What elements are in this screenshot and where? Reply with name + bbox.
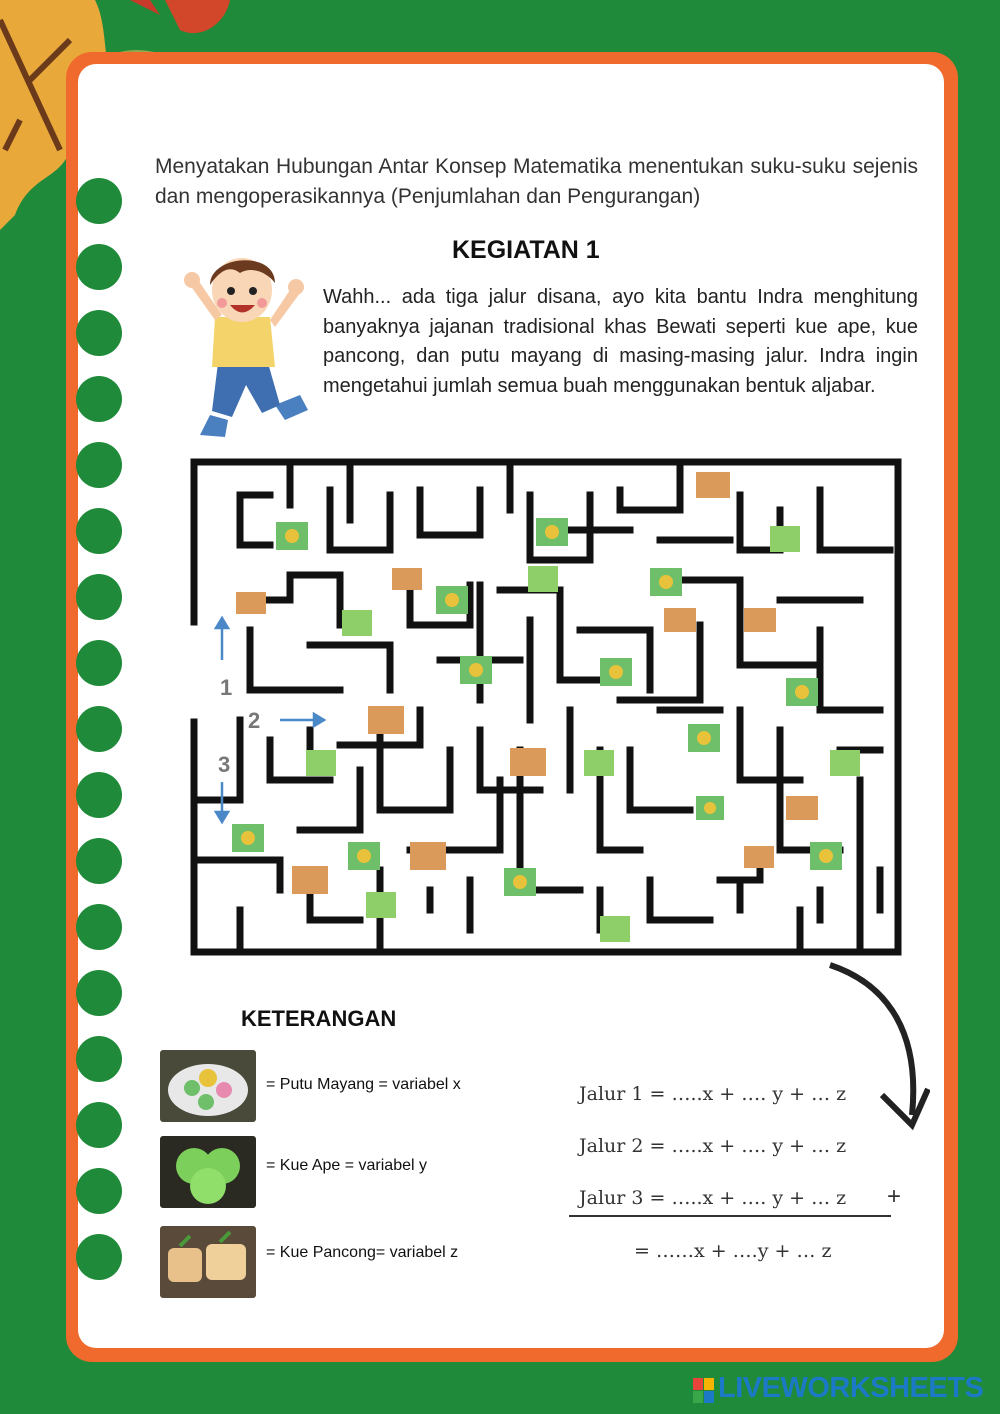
putu-mayang-icon <box>786 678 818 706</box>
binding-hole <box>76 574 122 620</box>
right-arrow-icon <box>314 714 324 726</box>
kue-ape-icon <box>770 526 800 552</box>
kue-pancong-icon <box>236 592 266 614</box>
leaf-icon <box>130 0 230 33</box>
putu-mayang-icon <box>276 522 308 550</box>
binding-hole <box>76 442 122 488</box>
binding-hole <box>76 970 122 1016</box>
legend-putu-mayang: = Putu Mayang = variabel x <box>266 1076 461 1093</box>
legend-kue-ape: = Kue Ape = variabel y <box>266 1157 427 1174</box>
binding-hole <box>76 706 122 752</box>
equation-jalur-1: Jalur 1 = …..x + …. y + … z <box>579 1083 847 1105</box>
kue-pancong-icon <box>410 842 446 870</box>
binding-hole <box>76 1102 122 1148</box>
up-arrow-icon <box>216 618 228 628</box>
kue-ape-icon <box>600 916 630 942</box>
kue-ape-icon <box>342 610 372 636</box>
kue-ape-icon <box>306 750 336 776</box>
liveworksheets-logo-icon <box>693 1378 715 1404</box>
plus-sign: + <box>887 1183 902 1210</box>
binding-holes <box>76 178 126 1300</box>
kue-ape-icon <box>366 892 396 918</box>
binding-hole <box>76 640 122 686</box>
kue-pancong-icon <box>664 608 696 632</box>
binding-hole <box>76 178 122 224</box>
binding-hole <box>76 772 122 818</box>
kue-ape-icon <box>830 750 860 776</box>
binding-hole <box>76 310 122 356</box>
equation-total: = ……x + ….y + … z <box>634 1240 832 1262</box>
putu-mayang-icon <box>460 656 492 684</box>
kue-pancong-icon <box>160 1226 256 1298</box>
kue-pancong-icon <box>786 796 818 820</box>
boy-illustration <box>180 245 315 445</box>
maze-snacks <box>232 472 860 942</box>
activity-instructions: Wahh... ada tiga jalur disana, ayo kita bantu Indra menghitung banyaknya jajanan tradisional khas Bewati seperti kue ape, kue pancong, dan putu mayang di masing-masing jalur. Indra ingin mengetahui jumlah semua buah menggunakan bentuk aljabar. <box>323 286 918 397</box>
kue-pancong-icon <box>292 866 328 894</box>
maze <box>180 450 910 970</box>
binding-hole <box>76 1168 122 1214</box>
putu-mayang-icon <box>160 1050 256 1122</box>
binding-hole <box>76 1234 122 1280</box>
path-3-label: 3 <box>218 752 231 777</box>
binding-hole <box>76 244 122 290</box>
path-1-label: 1 <box>220 675 233 700</box>
putu-mayang-icon <box>600 658 632 686</box>
down-arrow-icon <box>216 812 228 822</box>
curved-arrow-icon <box>820 955 930 1135</box>
kue-pancong-icon <box>744 846 774 868</box>
putu-mayang-icon <box>810 842 842 870</box>
kue-pancong-icon <box>368 706 404 734</box>
activity-title: KEGIATAN 1 <box>452 236 600 264</box>
binding-hole <box>76 1036 122 1082</box>
sum-line <box>569 1215 891 1217</box>
putu-mayang-icon <box>232 824 264 852</box>
putu-mayang-icon <box>536 518 568 546</box>
putu-mayang-icon <box>650 568 682 596</box>
kue-pancong-icon <box>510 748 546 776</box>
kue-pancong-icon <box>696 472 730 498</box>
putu-mayang-icon <box>436 586 468 614</box>
putu-mayang-icon <box>696 796 724 820</box>
kue-ape-icon <box>160 1136 256 1208</box>
kue-pancong-icon <box>392 568 422 590</box>
learning-objective: Menyatakan Hubungan Antar Konsep Matematika menentukan suku-suku sejenis dan mengoperasikannya (Penjumlahan dan Pengurangan) <box>155 155 918 208</box>
kue-ape-icon <box>528 566 558 592</box>
legend-kue-pancong: = Kue Pancong= variabel z <box>266 1244 459 1261</box>
legend-title: KETERANGAN <box>241 1006 397 1031</box>
equation-jalur-3: Jalur 3 = …..x + …. y + … z <box>579 1187 847 1209</box>
putu-mayang-icon <box>348 842 380 870</box>
liveworksheets-brand: LIVEWORKSHEETS <box>718 1372 984 1404</box>
binding-hole <box>76 508 122 554</box>
binding-hole <box>76 904 122 950</box>
kue-ape-icon <box>584 750 614 776</box>
putu-mayang-icon <box>688 724 720 752</box>
path-2-label: 2 <box>248 708 261 733</box>
binding-hole <box>76 376 122 422</box>
kue-pancong-icon <box>744 608 776 632</box>
equation-jalur-2: Jalur 2 = …..x + …. y + … z <box>579 1135 847 1157</box>
binding-hole <box>76 838 122 884</box>
putu-mayang-icon <box>504 868 536 896</box>
